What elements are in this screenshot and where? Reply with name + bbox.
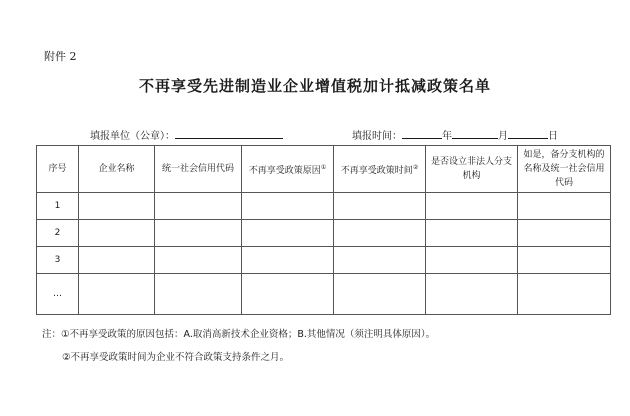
day-blank[interactable]	[508, 128, 548, 139]
cell-branch[interactable]	[426, 274, 518, 315]
cell-time[interactable]	[334, 274, 426, 315]
header-reason	[242, 146, 334, 193]
policy-list-table	[36, 145, 611, 315]
cell-company[interactable]	[79, 220, 155, 247]
cell-time[interactable]	[334, 193, 426, 220]
cell-company[interactable]	[79, 247, 155, 274]
header-time-text: 不再享受政策时间	[340, 165, 413, 176]
day-label: 日	[548, 131, 558, 142]
cell-company[interactable]	[79, 193, 155, 220]
table-row	[37, 193, 611, 220]
year-label: 年	[442, 131, 452, 142]
unit-label: 填报单位（公章）：	[90, 131, 175, 142]
header-time	[334, 146, 426, 193]
cell-reason[interactable]	[242, 247, 334, 274]
header-time-mark: ②	[412, 163, 419, 171]
cell-credit-code[interactable]	[155, 274, 242, 315]
cell-time[interactable]	[334, 247, 426, 274]
row-seq: 1	[37, 193, 79, 220]
table-header-row	[37, 146, 611, 193]
cell-branch-info[interactable]	[518, 247, 611, 274]
header-reason-mark: ①	[320, 163, 327, 171]
note-time: ②不再享受政策时间为企业不符合政策支持条件之月。	[62, 352, 290, 363]
month-label: 月	[498, 131, 508, 142]
cell-reason[interactable]	[242, 193, 334, 220]
header-seq: 序号	[37, 146, 79, 193]
attachment-label: 附件 2	[44, 50, 77, 63]
year-blank[interactable]	[402, 128, 442, 139]
note-reasons: 注：①不再享受政策的原因包括：A.取消高新技术企业资格；B.其他情况（须注明具体原因）。	[42, 329, 436, 340]
document-title: 不再享受先进制造业企业增值税加计抵减政策名单	[138, 77, 491, 95]
cell-branch-info[interactable]	[518, 220, 611, 247]
cell-time[interactable]	[334, 220, 426, 247]
header-credit-code: 统一社会信用代码	[155, 146, 242, 193]
header-company: 企业名称	[79, 146, 155, 193]
cell-branch[interactable]	[426, 220, 518, 247]
month-blank[interactable]	[452, 128, 498, 139]
fill-in-date	[352, 127, 558, 142]
row-seq: 3	[37, 247, 79, 274]
row-seq: …	[37, 274, 79, 315]
header-branch-info: 如是，备分支机构的名称及统一社会信用代码	[518, 146, 611, 193]
cell-branch[interactable]	[426, 193, 518, 220]
cell-credit-code[interactable]	[155, 193, 242, 220]
date-label: 填报时间：	[352, 131, 402, 142]
fill-in-unit	[90, 127, 283, 142]
table-row	[37, 274, 611, 315]
row-seq: 2	[37, 220, 79, 247]
cell-reason[interactable]	[242, 274, 334, 315]
cell-branch-info[interactable]	[518, 274, 611, 315]
cell-reason[interactable]	[242, 220, 334, 247]
unit-blank[interactable]	[175, 128, 283, 139]
header-reason-text: 不再享受政策原因	[248, 165, 321, 176]
cell-branch[interactable]	[426, 247, 518, 274]
cell-credit-code[interactable]	[155, 247, 242, 274]
header-branch: 是否设立非法人分支机构	[426, 146, 518, 193]
table-row	[37, 247, 611, 274]
cell-company[interactable]	[79, 274, 155, 315]
table-row	[37, 220, 611, 247]
cell-credit-code[interactable]	[155, 220, 242, 247]
cell-branch-info[interactable]	[518, 193, 611, 220]
